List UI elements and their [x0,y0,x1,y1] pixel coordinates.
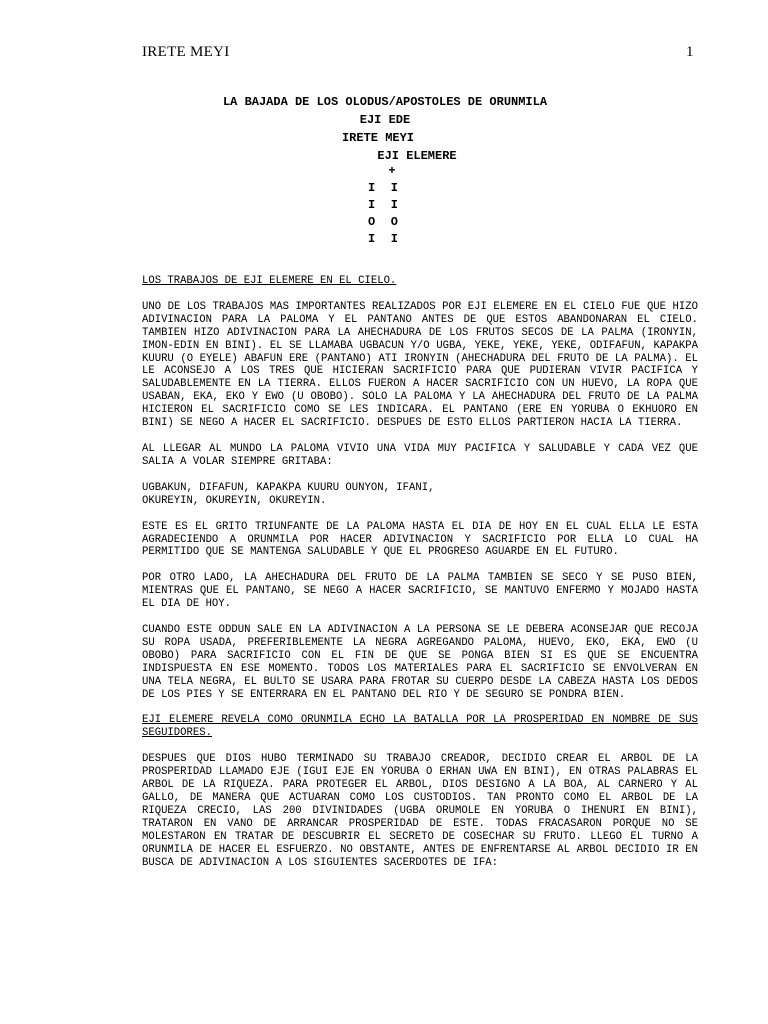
sign-mark-left: I [368,181,376,195]
document-subtitle-eji-elemere: EJI ELEMERE [377,149,457,163]
sign-mark-left: I [368,198,376,212]
paragraph-grito-line1: UGBAKUN, DIFAFUN, KAPAKPA KUURU OUNYON, IFANI, [142,481,435,494]
document-title: LA BAJADA DE LOS OLODUS/APOSTOLES DE ORUNMILA [222,95,548,109]
paragraph-ahechadura-pantano: POR OTRO LADO, LA AHECHADURA DEL FRUTO DE LA PALMA TAMBIEN SE SECO Y SE PUSO BIEN, MIENTRAS QUE EL PANTANO, SE NEGO A HACER SACRIFICIO, SE MANTUVO ENFERMO Y MOJADO HASTA EL DIA DE HOY. [142,572,698,611]
section-heading-batalla-prosperidad: EJI ELEMERE REVELA COMO ORUNMILA ECHO LA BATALLA POR LA PROSPERIDAD EN NOMBRE DE SUS SEGUIDORES. [142,714,698,740]
odu-sign-figure [352,163,416,248]
page-number: 1 [686,44,694,60]
sign-mark-right: O [390,215,398,229]
sign-mark-right: I [390,198,398,212]
sign-mark-left: O [368,215,376,229]
sign-row [352,231,416,248]
sign-row [352,197,416,214]
document-subtitle-irete-meyi: IRETE MEYI [341,131,414,145]
document-body [142,275,698,869]
paragraph-paloma-mundo: AL LLEGAR AL MUNDO LA PALOMA VIVIO UNA VIDA MUY PACIFICA Y SALUDABLE Y CADA VEZ QUE SALIA A VOLAR SIEMPRE GRITABA: [142,442,698,468]
sign-row [352,214,416,231]
paragraph-trabajos-cielo: UNO DE LOS TRABAJOS MAS IMPORTANTES REALIZADOS POR EJI ELEMERE EN EL CIELO FUE QUE HIZO ADIVINACION PARA LA PALOMA Y EL PANTANO ANTES DE QUE ESTOS ABANDONARAN EL CIELO. TAMBIEN HIZO ADIVINACION PARA LA AHECHADURA DE LOS FRUTOS SECOS DE LA PALMA (IRONYIN, IMON-EDIN EN BINI). EL SE LLAMABA UGBACUN Y/O UGBA, YEKE, YEKE, YEKE, ODIFAFUN, KAPAKPA KUURU (O EYELE) ABAFUN ERE (PANTANO) ATI IRONYIN (AHECHADURA DEL FRUTO DE LA PALMA). EL LE ACONSEJO A LOS TRES QUE HICIERAN SACRIFICIO PARA QUE PUDIERAN VIVIR PACIFICA Y SALUDABLEMENTE EN LA TIERRA. ELLOS FUERON A HACER SACRIFICIO CON UN HUEVO, LA ROPA QUE USABAN, EKA, EKO Y EWO (U OBOBO). SOLO LA PALOMA Y LA AHECHADURA DEL FRUTO DE LA PALMA HICIERON EL SACRIFICIO COMO SE LES INDICARA. EL PANTANO (ERE EN YORUBA O EKHUORO EN BINI) SE NEGO A HACER EL SACRIFICIO. DESPUES DE ESTO ELLOS PARTIERON HACIA LA TIERRA. [142,300,698,430]
sign-mark-right: I [390,232,398,246]
sign-mark-left: I [368,232,376,246]
paragraph-grito-line2: OKUREYIN, OKUREYIN, OKUREYIN. [142,494,327,507]
paragraph-grito-triunfante: ESTE ES EL GRITO TRIUNFANTE DE LA PALOMA HASTA EL DIA DE HOY EN EL CUAL ELLA LE ESTA AGRADECIENDO A ORUNMILA POR HACER ADIVINACION Y SACRIFICIO POR ELLA LO CUAL HA PERMITIDO QUE SE MANTENGA SALUDABLE Y QUE EL PROGRESO AGUARDE EN EL FUTURO. [142,520,698,559]
section-heading-trabajos-cielo: LOS TRABAJOS DE EJI ELEMERE EN EL CIELO. [142,275,397,287]
document-subtitle-eji-ede: EJI EDE [359,113,411,127]
paragraph-arbol-riqueza: DESPUES QUE DIOS HUBO TERMINADO SU TRABAJO CREADOR, DECIDIO CREAR EL ARBOL DE LA PROSPERIDAD LLAMADO EJE (IGUI EJE EN YORUBA O ERHAN UWA EN BINI), EN OTRAS PALABRAS EL ARBOL DE LA RIQUEZA. PARA PROTEGER EL ARBOL, DIOS DESIGNO A LA BOA, AL CARNERO Y AL GALLO, DE MANERA QUE ACTUARAN COMO LOS CUSTODIOS. TAN PRONTO COMO EL ARBOL DE LA RIQUEZA CRECIO, LAS 200 DIVINIDADES (UGBA ORUMOLE EN YORUBA O IHENURI EN BINI), TRATARON EN VANO DE ARRANCAR PROSPERIDAD DE ESTE. TODAS FRACASARON PORQUE NO SE MOLESTARON EN TRATAR DE DESCUBRIR EL SECRETO DE COSECHAR SU FRUTO. LLEGO EL TURNO A ORUNMILA DE HACER EL ESFUERZO. NO OBSTANTE, ANTES DE ENFRENTARSE AL ARBOL DECIDIO IR EN BUSCA DE ADIVINACION A LOS SIGUIENTES SACERDOTES DE IFA: [142,753,698,869]
sign-mark-right: I [390,181,398,195]
running-header-title: IRETE MEYI [142,44,230,60]
sign-plus-mark: + [388,164,396,178]
document-title-block [142,93,628,165]
sign-row [352,180,416,197]
paragraph-consejo-oddun: CUANDO ESTE ODDUN SALE EN LA ADIVINACION A LA PERSONA SE LE DEBERA ACONSEJAR QUE RECOJA SU ROPA USADA, PREFERIBLEMENTE LA NEGRA AGREGANDO PALOMA, HUEVO, EKO, EKA, EWO (U OBOBO) PARA SACRIFICIO CON EL FIN DE QUE SE PONGA BIEN SI ES QUE SE ENCUENTRA INDISPUESTA EN ESE MOMENTO. TODOS LOS MATERIALES PARA EL SACRIFICIO SE ENVOLVERAN EN UNA TELA NEGRA, EL BULTO SE USARA PARA FROTAR SU CUERPO DESDE LA CABEZA HASTA LOS DEDOS DE LOS PIES Y SE ENTERRARA EN EL PANTANO DEL RIO Y DE SEGURO SE PONDRA BIEN. [142,624,698,701]
